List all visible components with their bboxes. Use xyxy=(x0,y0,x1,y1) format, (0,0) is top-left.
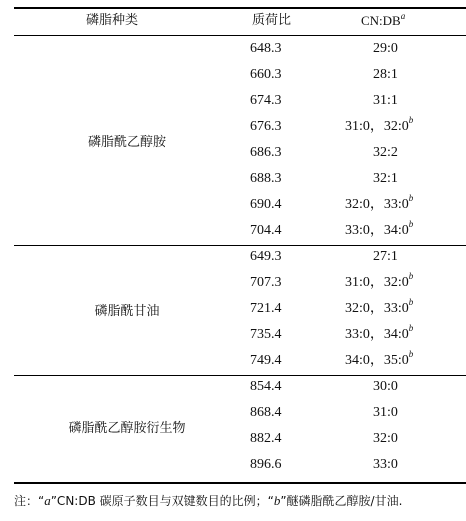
cndb-value xyxy=(373,145,398,161)
cndb-footnote-mark: b xyxy=(408,349,414,360)
cndb-text: 28:1 xyxy=(373,67,398,82)
group-divider-2 xyxy=(14,375,466,376)
cndb-value xyxy=(373,93,398,109)
mass-value: 686.3 xyxy=(250,145,282,160)
cndb-value xyxy=(345,193,414,213)
mass-value: 688.3 xyxy=(250,171,282,186)
phospholipid-class: 磷脂酰乙醇胺衍生物 xyxy=(68,421,186,436)
mass-value: 896.6 xyxy=(250,457,282,472)
cndb-text: 33:0 xyxy=(373,457,398,472)
mass-value: 707.3 xyxy=(250,275,282,290)
mass-value: 660.3 xyxy=(250,67,282,82)
cndb-text: 30:0 xyxy=(373,379,398,394)
cndb-value xyxy=(373,431,398,447)
cndb-value xyxy=(345,323,414,343)
mass-value: 649.3 xyxy=(250,249,282,264)
cndb-footnote-mark: b xyxy=(408,219,414,230)
footnote-part2: ”醚磷脂酰乙醇胺/甘油. xyxy=(280,494,403,508)
header-class: 磷脂种类 xyxy=(86,13,139,28)
cndb-text: 31:0，32:0 xyxy=(345,275,409,290)
cndb-footnote-mark: b xyxy=(408,193,414,204)
cndb-text: 33:0，34:0 xyxy=(345,223,409,238)
mass-value: 674.3 xyxy=(250,93,282,108)
cndb-value xyxy=(373,41,398,57)
cndb-value xyxy=(373,379,398,395)
bottom-rule xyxy=(14,482,466,484)
mass-value: 854.4 xyxy=(250,379,282,394)
mass-value: 648.3 xyxy=(250,41,282,56)
cndb-value xyxy=(373,457,398,473)
mass-value: 704.4 xyxy=(250,223,282,238)
header-cndb-label: CN:DB xyxy=(361,13,401,28)
footnote-prefix: 注：“ xyxy=(14,494,45,508)
mass-value: 721.4 xyxy=(250,301,282,316)
cndb-footnote-mark: b xyxy=(408,297,414,308)
cndb-text: 32:0，33:0 xyxy=(345,197,409,212)
top-rule xyxy=(14,7,466,9)
cndb-footnote-mark: b xyxy=(408,115,414,126)
cndb-text: 33:0，34:0 xyxy=(345,327,409,342)
group-divider-1 xyxy=(14,245,466,246)
cndb-text: 32:0，33:0 xyxy=(345,301,409,316)
mass-value: 882.4 xyxy=(250,431,282,446)
cndb-value xyxy=(373,67,398,83)
mass-value: 868.4 xyxy=(250,405,282,420)
header-mass: 质荷比 xyxy=(252,13,292,28)
cndb-text: 27:1 xyxy=(373,249,398,264)
cndb-value xyxy=(345,349,414,369)
cndb-footnote-mark: b xyxy=(408,271,414,282)
cndb-value xyxy=(345,115,414,135)
phospholipid-class: 磷脂酰乙醇胺 xyxy=(87,135,166,150)
mass-value: 735.4 xyxy=(250,327,282,342)
cndb-text: 32:2 xyxy=(373,145,398,160)
footnote-b-mark: b xyxy=(273,493,281,508)
mass-value: 676.3 xyxy=(250,119,282,134)
footnote-part1: ”CN:DB 碳原子数目与双键数目的比例；“ xyxy=(50,494,274,508)
mass-value: 690.4 xyxy=(250,197,282,212)
cndb-text: 32:1 xyxy=(373,171,398,186)
header-rule xyxy=(14,35,466,36)
phospholipid-class: 磷脂酰甘油 xyxy=(94,304,160,319)
cndb-footnote-mark: b xyxy=(408,323,414,334)
cndb-value xyxy=(373,405,398,421)
cndb-value xyxy=(373,249,398,265)
header-cndb-footnote: a xyxy=(400,10,406,21)
cndb-value xyxy=(345,297,414,317)
cndb-value xyxy=(345,219,414,239)
mass-value: 749.4 xyxy=(250,353,282,368)
cndb-text: 31:0 xyxy=(373,405,398,420)
table-footnote xyxy=(14,493,466,509)
header-cndb xyxy=(361,10,406,29)
cndb-text: 29:0 xyxy=(373,41,398,56)
cndb-text: 31:0，32:0 xyxy=(345,119,409,134)
cndb-value xyxy=(345,271,414,291)
cndb-text: 32:0 xyxy=(373,431,398,446)
footnote-a-mark: a xyxy=(44,493,51,508)
cndb-text: 31:1 xyxy=(373,93,398,108)
cndb-text: 34:0，35:0 xyxy=(345,353,409,368)
cndb-value xyxy=(373,171,398,187)
